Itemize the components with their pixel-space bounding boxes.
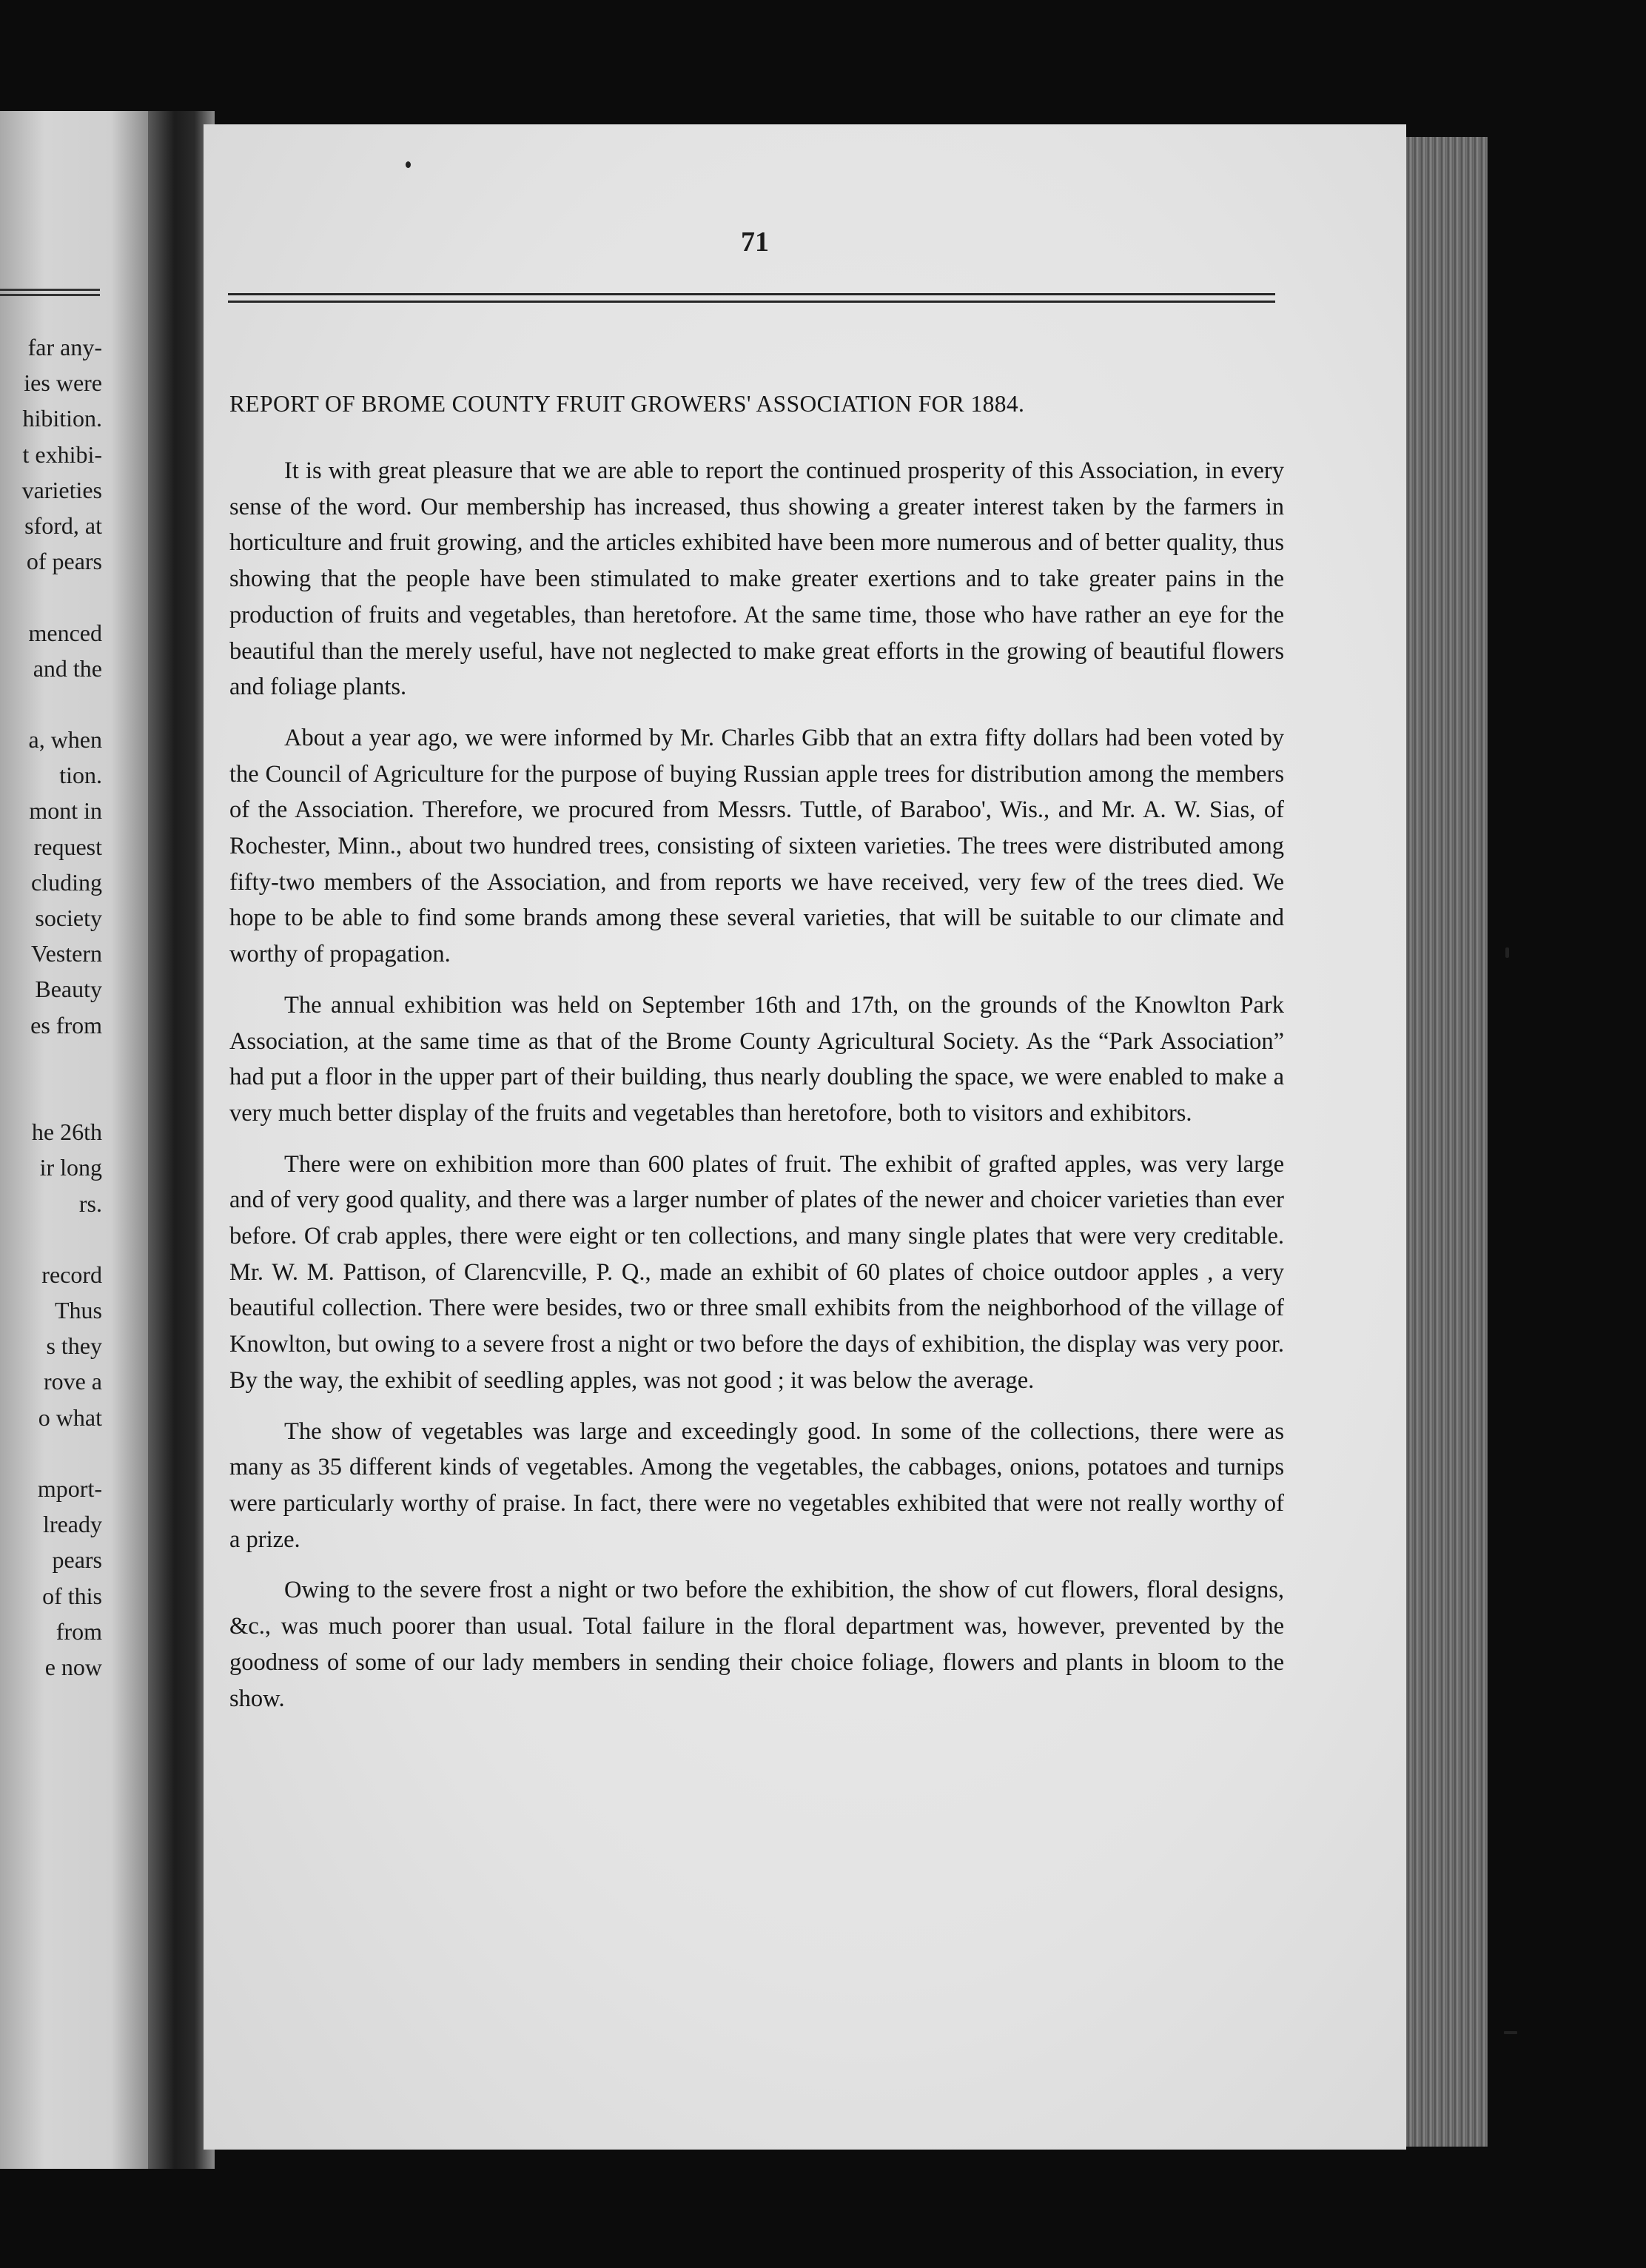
left-page-line: Vestern [31,940,102,967]
ink-speck [406,161,411,168]
paragraph: It is with great pleasure that we are able to report the continued prosperity of this Association, in every sense of the word. Our membership has increased, thus showing a greater interest taken by the farmers in horticulture and fruit growing, and the articles exhibited have been more numerous and of better quality, thus showing that the people have been stimulated to make greater exertions and to take greater pains in the production of fruits and vegetables, than heretofore. At the same time, those who have rather an eye for the beautiful than the merely useful, have not neglected to make great efforts in the growing of beautiful flowers and foliage plants. [229,457,1284,701]
left-page-line: sford, at [24,511,102,539]
left-page-line: request [33,833,102,860]
header-rule [228,293,1275,295]
paragraph: The annual exhibition was held on September 16th and 17th, on the grounds of the Knowlton Park Association, at the same time as that of the Brome County Agricultural Society. As the “Park Association” had put a floor in the upper part of their building, thus nearly doubling the space, we were enabled to make a very much better display of the fruits and vegetables than heretofore, both to visitors and exhibitors. [229,991,1284,1127]
page-edges [1406,137,1488,2147]
left-page-line: tion. [59,762,102,789]
left-page-line: es from [30,1011,102,1039]
left-page-line: t exhibi- [22,440,102,468]
left-page-line [0,1078,102,1114]
left-page-line: pears [52,1546,102,1574]
left-page-line: he 26th [31,1118,102,1146]
left-facing-page [0,111,148,2169]
left-page-line: rs. [78,1190,102,1217]
paragraph: Owing to the severe frost a night or two before the exhibition, the show of cut flowers, floral designs, &c., was much poorer than usual. Total failure in the floral department was, however, prevented by the goodness of some of our lady members in sending their choice foliage, flowers and plants in bloom to the show. [229,1577,1284,1712]
page-number: 71 [741,227,769,258]
left-page-line: o what [38,1403,102,1431]
left-page-line: record [41,1261,102,1288]
left-page-line: mont in [29,797,102,825]
left-page-line: hibition. [22,405,102,432]
left-page-line [0,1221,102,1257]
left-page-line: ies were [24,369,102,397]
left-page-line: menced [28,619,102,646]
left-page-line: a, when [28,726,102,754]
left-page-line: cluding [31,868,102,896]
left-page-line [0,579,102,614]
left-page-line: ir long [39,1154,102,1181]
ink-speck [1505,947,1509,958]
left-page-line: society [35,905,102,931]
left-page-line: of pears [26,548,102,575]
paragraph: The show of vegetables was large and exceedingly good. In some of the collections, there were as many as 35 different kinds of vegetables. Among the vegetables, the cabbages, onions, potatoes and turnips were particularly worthy of praise. In fact, there were no vegetables exhibited that were not really worthy of a prize. [229,1418,1284,1553]
left-page-line: far any- [27,334,102,360]
left-page-rule [0,289,100,291]
header-rule [228,301,1275,303]
paragraph: There were on exhibition more than 600 plates of fruit. The exhibit of grafted apples, was very large and of very good quality, and there was a larger number of plates of the newer and choicer varieties than ever before. Of crab apples, there were eight or ten collections, and many single plates that were very creditable. Mr. W. M. Pattison, of Clarencville, P. Q., made an exhibit of 60 plates of choice outdoor apples , a very beautiful collection. There were besides, two or three small exhibits from the neighborhood of the village of Knowlton, but owing to a severe frost a night or two before the days of exhibition, the display was very poor. By the way, the exhibit of seedling apples, was not good ; it was below the average. [229,1150,1284,1394]
left-page-line: e now [44,1653,102,1680]
left-page-line [0,1043,102,1078]
left-page-rule [0,294,100,296]
left-page-line: Beauty [35,976,102,1003]
left-page-text [0,329,102,1685]
left-page-line: of this [42,1582,102,1609]
left-page-line: varieties [21,476,102,503]
left-page-line: from [56,1617,102,1645]
left-page-line: and the [33,654,102,682]
left-page-line: mport- [37,1475,102,1502]
left-page-line [0,686,102,722]
left-page-line [0,1435,102,1471]
left-page-line: rove a [43,1368,102,1395]
left-page-line: lready [43,1511,102,1538]
left-page-line: s they [46,1332,102,1360]
ink-speck [1504,2031,1517,2034]
report-title: REPORT OF BROME COUNTY FRUIT GROWERS' ASSOCIATION FOR 1884. [229,391,1025,417]
paragraph: About a year ago, we were informed by Mr. Charles Gibb that an extra fifty dollars had been voted by the Council of Agriculture for the purpose of buying Russian apple trees for distribution among the members of the Association. Therefore, we procured from Messrs. Tuttle, of Baraboo', Wis., and Mr. A. W. Sias, of Rochester, Minn., about two hundred trees, consisting of sixteen varieties. The trees were distributed among fifty-two members of the Association, and from reports we have received, very few of the trees died. We hope to be able to find some brands among these several varieties, that will be suitable to our climate and worthy of propagation. [229,724,1284,968]
report-body [229,453,1284,1731]
left-page-line: Thus [55,1297,102,1324]
